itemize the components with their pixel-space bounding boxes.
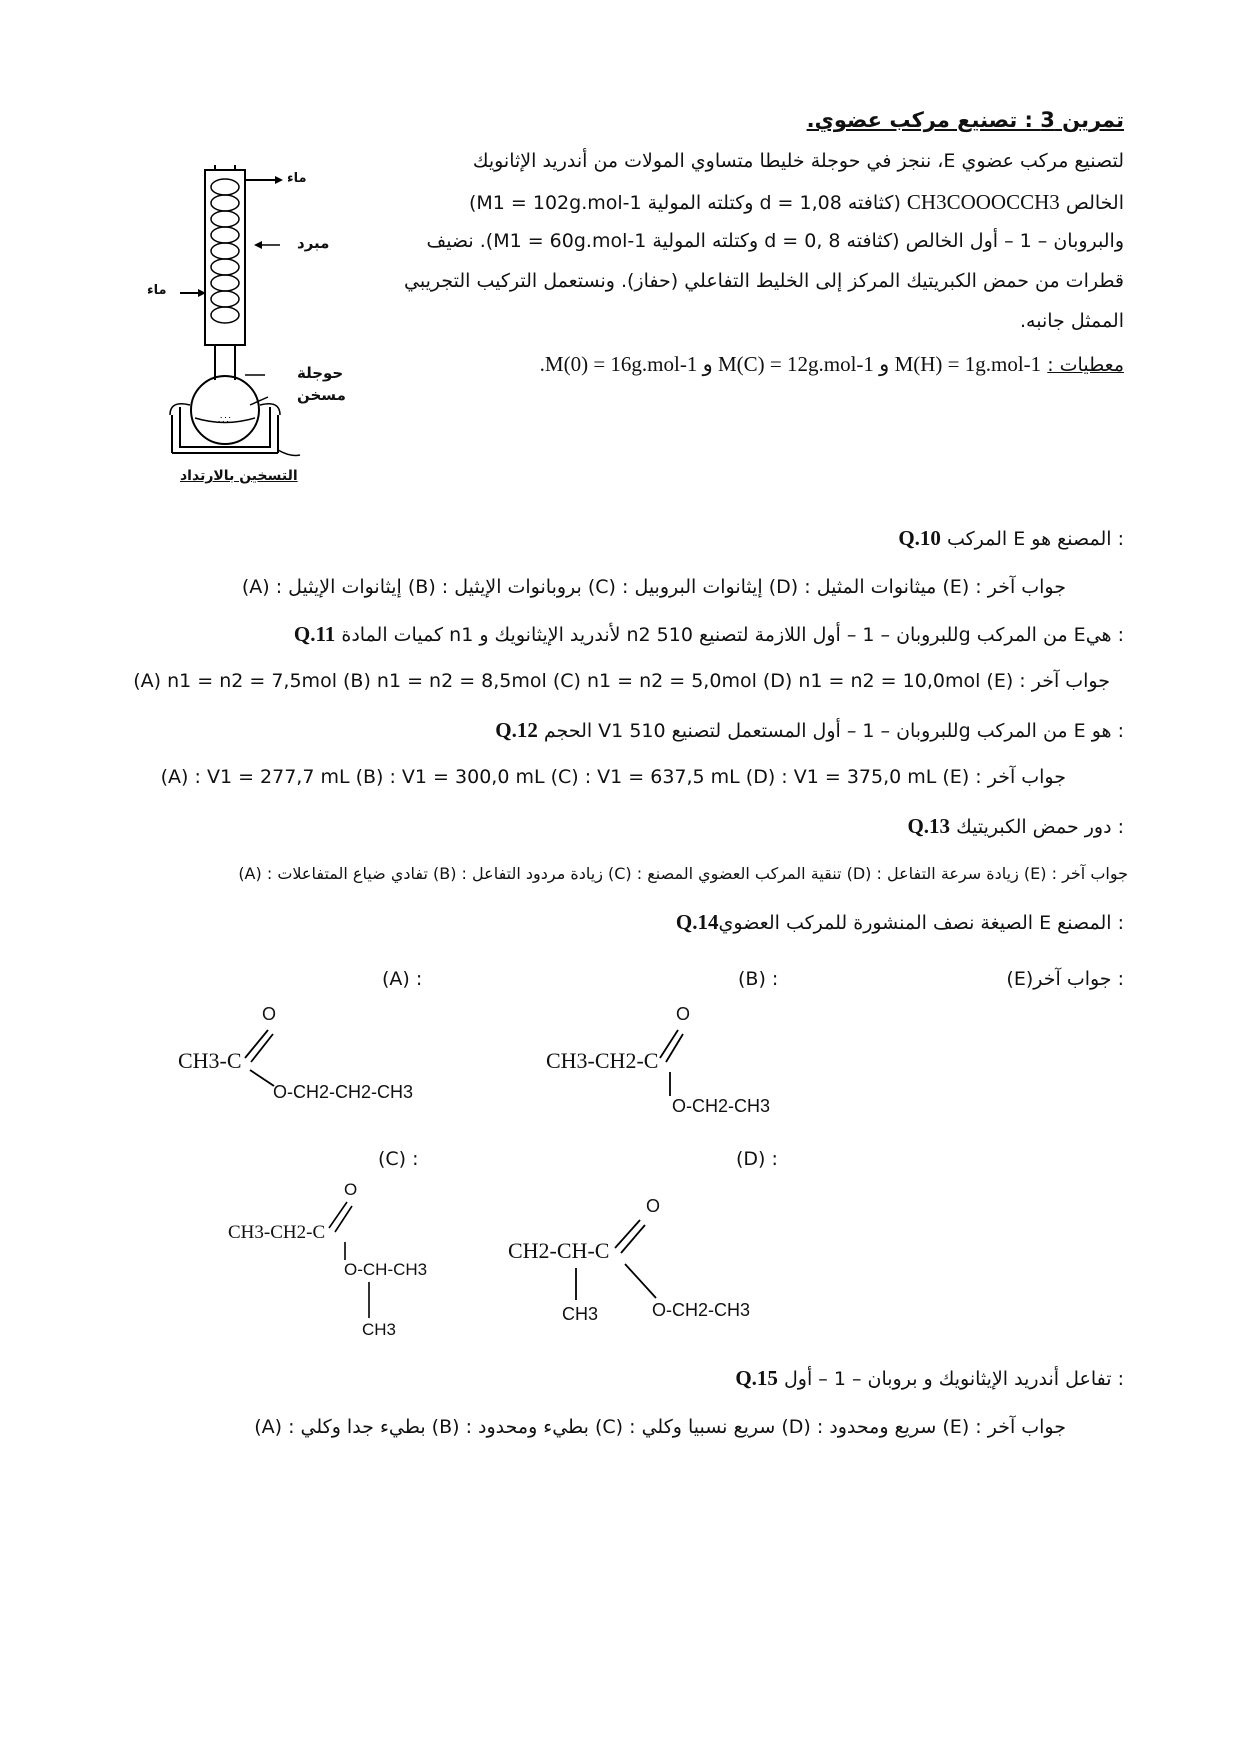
structure-c-right: O-CH-CH3 [344,1260,428,1279]
label-heater: مسخن [297,386,346,404]
structure-a-oxo: O [262,1004,277,1024]
structure-a-left: CH3-C [178,1048,242,1073]
q14-label-a: (A) : [382,968,423,990]
svg-text:∴∵: ∴∵ [218,415,231,426]
figure-caption: التسخين بالارتداد [180,468,298,484]
q14-label-d: (D) : [736,1148,778,1170]
given-data [540,352,1124,377]
q10-options: (A) : إيثانوات الإيثيل (B) : بروبانوات الإيثيل (C) : إيثانوات البروبيل (D) : ميثانوات المثيل (E) : جواب آخر [241,576,1066,598]
q14-label-b: (B) : [738,968,779,990]
q13-question [907,814,1124,839]
structure-b-oxo: O [676,1004,691,1024]
q10-question [898,526,1124,551]
q15-number: Q.15 [735,1366,778,1390]
q10-text: المركب E المصنع هو : [946,528,1124,550]
structure-a-bonds [240,1020,290,1090]
q11-options: (A) n1 = n2 = 7,5mol (B) n1 = n2 = 8,5mol (C) n1 = n2 = 5,0mol (D) n1 = n2 = 10,0mol (E) : جواب آخر [133,670,1110,692]
q13-text: دور حمض الكبريتيك : [956,816,1124,838]
intro-line-2 [469,190,1124,215]
q13-number: Q.13 [907,814,951,838]
q14-question [676,910,1124,935]
label-flask: حوجلة [297,364,344,382]
structure-d-branch: CH3 [562,1304,599,1324]
q11-question [294,622,1124,647]
intro-pure: الخالص [1065,192,1124,214]
q12-options: (A) : V1 = 277,7 mL (B) : V1 = 300,0 mL (C) : V1 = 637,5 mL (D) : V1 = 375,0 mL (E) : جواب آخر [160,766,1066,788]
given-data-values: M(H) = 1g.mol-1 و M(C) = 12g.mol-1 و M(0) = 16g.mol-1. [539,352,1042,376]
q12-number: Q.12 [495,718,538,742]
anhydride-formula: CH3COOOCCH3 [906,190,1060,214]
reflux-apparatus-figure [150,165,350,500]
structure-d-bonds [560,1212,680,1322]
structure-b-left: CH3-CH2-C [546,1048,659,1073]
label-water-in: ماء [147,283,167,298]
q12-question [495,718,1124,743]
given-data-label: معطيات : [1047,354,1124,376]
q15-question [735,1366,1124,1391]
structure-c-oxo: O [344,1180,358,1199]
structure-c-branch: CH3 [362,1320,397,1339]
q11-text: كميات المادة n1 لأندريد الإيثانويك و n2 للبروبان – 1 – أول اللازمة لتصنيع 510g من المركب Eهي : [341,624,1124,646]
q14-label-c: (C) : [378,1148,419,1170]
q14-number: Q.14 [675,910,719,934]
intro-line-4: قطرات من حمض الكبريتيك المركز إلى الخليط التفاعلي (حفاز). ونستعمل التركيب التجريبي [404,270,1124,292]
intro-line-5: الممثل جانبه. [1020,310,1124,332]
label-condenser: مبرد [297,234,330,252]
q11-number: Q.11 [293,622,336,646]
structure-c-bonds [325,1196,385,1326]
anhydride-properties: (كثافته d = 1,08 وكتلته المولية M1 = 102g.mol-1) [468,192,901,214]
structure-d-oxo: O [646,1196,661,1216]
q10-number: Q.10 [898,526,941,550]
structure-c-left: CH3-CH2-C [228,1222,326,1243]
label-water-out: ماء [287,171,307,186]
q13-options: (A) : تفادي ضياع المتفاعلات (B) : زيادة مردود التفاعل (C) : تنقية المركب العضوي المصنع (D) : زيادة سرعة التفاعل (E) : جواب آخر [238,864,1128,883]
structure-d-right: O-CH2-CH3 [652,1300,751,1320]
q14-label-e: (E)جواب آخر : [1006,968,1124,990]
structure-b-right: O-CH2-CH3 [672,1096,771,1116]
exercise-title: تمرين 3 : تصنيع مركب عضوي. [806,108,1124,132]
structure-d-left: CH2-CH-C [508,1238,610,1263]
intro-line-1: لتصنيع مركب عضوي E، ننجز في حوجلة خليطا متساوي المولات من أندريد الإثانويك [472,150,1124,172]
q14-text: الصيغة نصف المنشورة للمركب العضوي E المصنع : [718,912,1124,934]
q15-options: (A) : بطيء جدا وكلي (B) : بطيء ومحدود (C) : سريع نسبيا وكلي (D) : سريع ومحدود (E) : جواب آخر [254,1416,1066,1438]
structure-b-bonds [654,1020,694,1100]
q15-text: تفاعل أندريد الإيثانويك و بروبان – 1 – أول : [783,1368,1124,1390]
structure-a-right: O-CH2-CH2-CH3 [273,1082,414,1102]
intro-line-3: والبروبان – 1 – أول الخالص (كثافته d = 0, 8 وكتلته المولية M1 = 60g.mol-1). نضيف [426,230,1124,252]
q12-text: الحجم V1 للبروبان – 1 – أول المستعمل لتصنيع 510g من المركب E هو : [543,720,1124,742]
